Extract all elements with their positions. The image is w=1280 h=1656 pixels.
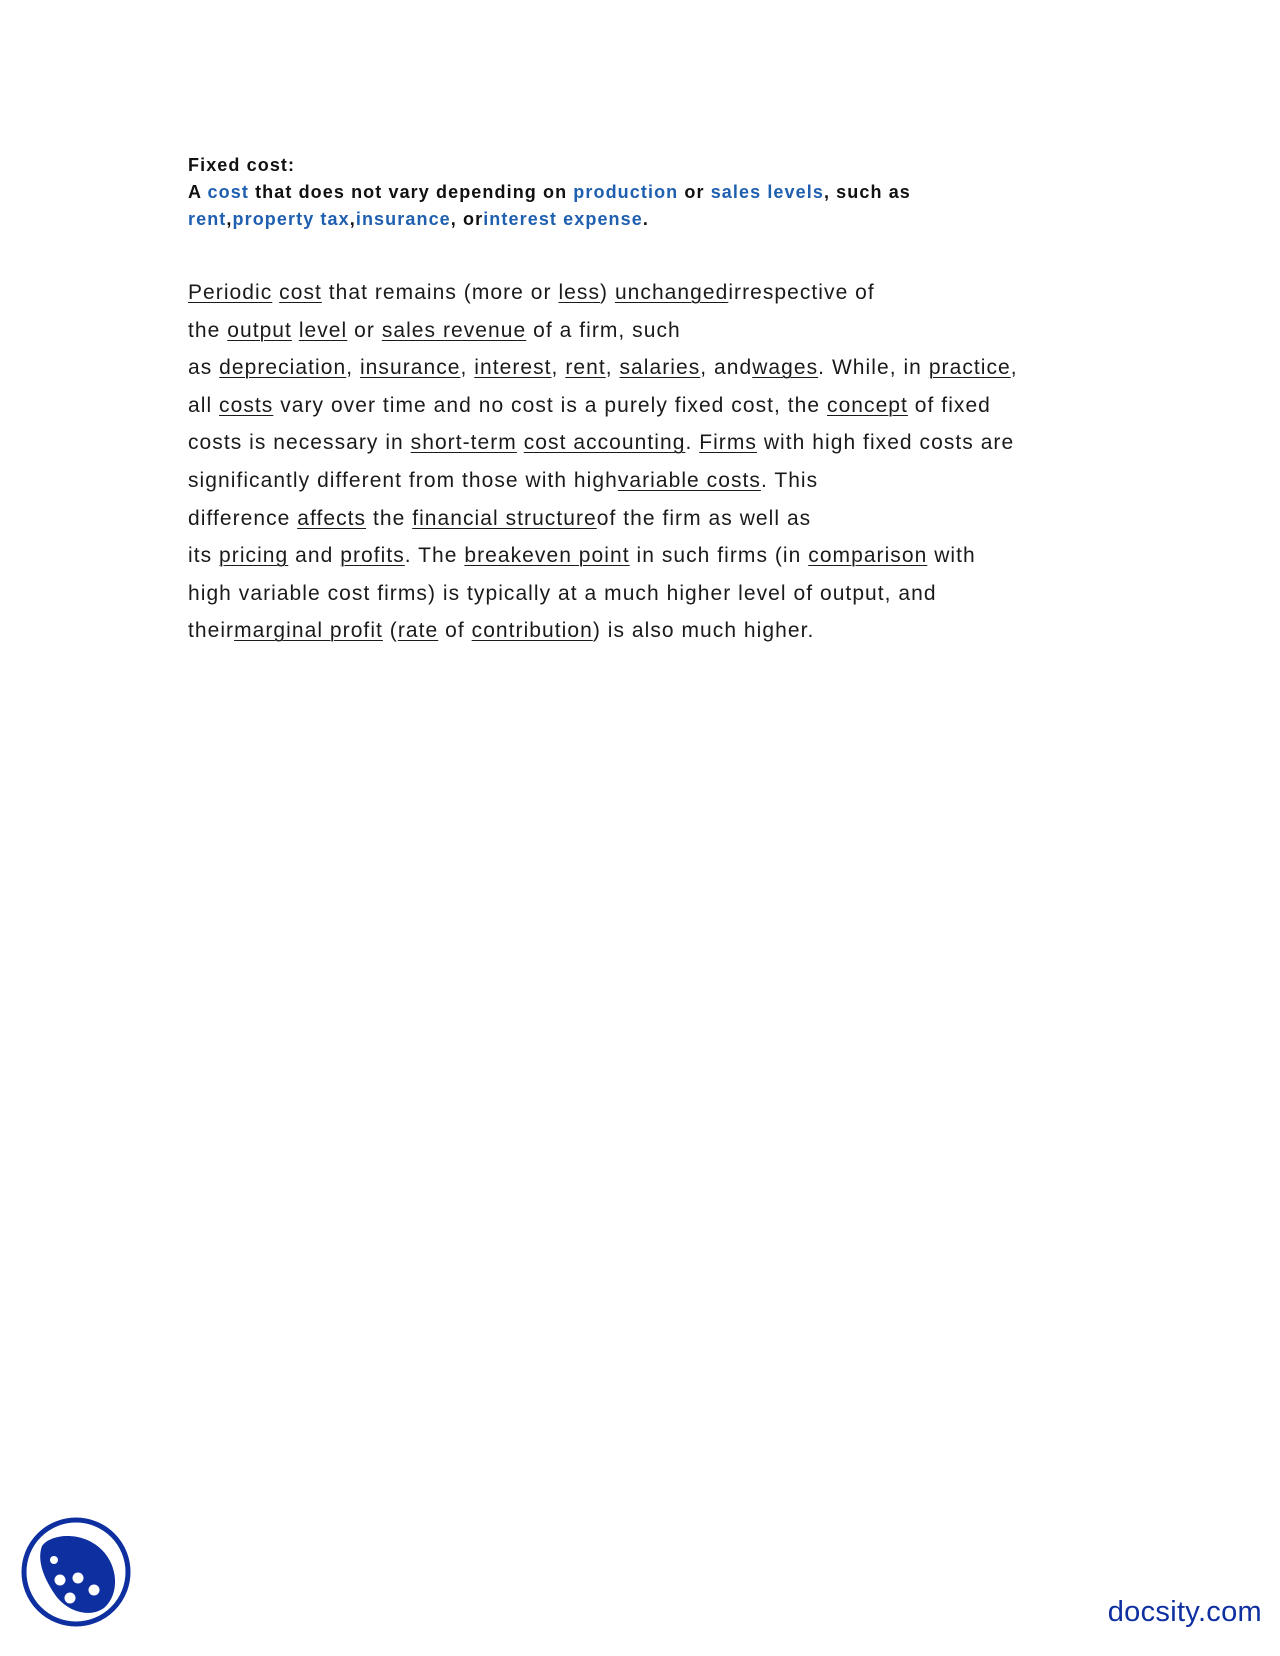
body-text-segment: significantly different from those with high (188, 468, 618, 492)
glossary-link[interactable]: marginal profit (234, 619, 383, 643)
body-text-segment: that remains (more or (321, 281, 559, 304)
body-text-segment: the (188, 318, 228, 342)
body-text-segment: irrespective of (728, 281, 875, 304)
definition-text-segment: , such as (823, 182, 911, 202)
definition-block (188, 152, 1088, 233)
body-text-segment: of the firm as well as (596, 506, 812, 530)
definition-link[interactable]: interest expense (483, 209, 643, 229)
body-line (188, 387, 1118, 425)
body-line (188, 312, 1118, 350)
body-text-segment: in such firms (in (629, 544, 809, 568)
body-text-segment: difference (188, 506, 298, 530)
body-text-segment: as (188, 356, 220, 380)
glossary-link[interactable]: concept (827, 393, 908, 417)
definition-text-segment: A (188, 182, 208, 202)
glossary-link[interactable]: level (298, 318, 348, 342)
body-text-segment: its (188, 544, 220, 568)
glossary-link[interactable]: variable costs (617, 468, 761, 492)
body-text-segment: vary over time and no cost is a purely fixed cost, the (273, 393, 828, 417)
docsity-brand-link[interactable]: docsity.com (1107, 1596, 1262, 1628)
body-text-segment (517, 431, 524, 454)
body-line (188, 274, 1118, 312)
glossary-link[interactable]: salaries (619, 356, 701, 380)
glossary-link[interactable]: cost accounting (523, 431, 686, 455)
body-text-segment: the (366, 506, 413, 530)
glossary-link[interactable]: pricing (219, 544, 289, 568)
definition-link[interactable]: production (573, 182, 679, 202)
glossary-link[interactable]: affects (297, 506, 367, 530)
glossary-link[interactable]: unchanged (614, 281, 729, 304)
definition-text-segment: , (349, 209, 356, 229)
body-text-segment: high variable cost firms) is typically at a much higher level of output, and (188, 581, 937, 605)
glossary-link[interactable]: interest (474, 356, 552, 380)
body-text-segment: , (460, 356, 475, 380)
body-line (188, 349, 1118, 387)
body-text-segment: . This (760, 468, 819, 492)
glossary-link[interactable]: wages (752, 356, 819, 380)
docsity-logo-icon[interactable] (20, 1516, 132, 1628)
body-text-segment: , (605, 356, 620, 380)
body-text-segment: of a firm, such (526, 318, 681, 342)
definition-link[interactable]: insurance (355, 209, 451, 229)
glossary-link[interactable]: profits (340, 544, 405, 568)
definition-heading: Fixed cost: (188, 155, 296, 175)
body-text-segment: ) (600, 281, 615, 304)
definition-text (188, 182, 911, 229)
body-text-segment: . The (404, 544, 465, 568)
glossary-link[interactable]: less (558, 281, 600, 304)
glossary-link[interactable]: insurance (359, 356, 461, 380)
body-line (188, 424, 1118, 462)
definition-text-segment: or (678, 182, 711, 202)
body-text-segment: all (188, 393, 220, 417)
definition-text-segment: that does not vary depending on (248, 182, 574, 202)
definition-text-segment: . (642, 209, 649, 229)
body-text-segment: . While, in (818, 356, 929, 380)
definition-link[interactable]: rent (188, 209, 227, 229)
glossary-link[interactable]: breakeven point (464, 544, 630, 568)
body-text-segment: , (346, 356, 360, 380)
definition-text-segment: , or (450, 209, 484, 229)
body-line (188, 575, 1118, 613)
body-text-segment: ) is also much higher. (592, 619, 815, 643)
glossary-link[interactable]: practice (928, 356, 1011, 380)
glossary-link[interactable]: rate (397, 619, 439, 643)
definition-link[interactable]: property tax (232, 209, 350, 229)
glossary-link[interactable]: short-term (410, 431, 517, 455)
glossary-link[interactable]: costs (219, 393, 274, 417)
body-text-segment: of (438, 619, 472, 643)
glossary-link[interactable]: depreciation (219, 356, 347, 380)
body-text-segment: costs is necessary in (188, 431, 411, 455)
body-paragraph (188, 274, 1118, 650)
body-text-segment: of fixed (907, 393, 991, 417)
body-text-segment: and (288, 544, 341, 568)
glossary-link[interactable]: cost (279, 281, 322, 304)
body-text-segment: with high fixed costs are (756, 431, 1015, 455)
body-text-segment: or (347, 318, 382, 342)
definition-link[interactable]: sales levels (710, 182, 824, 202)
body-line (188, 537, 1118, 575)
body-text-segment (292, 319, 299, 342)
body-line (188, 500, 1118, 538)
body-line (188, 462, 1118, 500)
glossary-link[interactable]: output (227, 318, 292, 342)
glossary-link[interactable]: contribution (471, 619, 593, 643)
body-text-segment: . (685, 431, 700, 455)
definition-text-segment: , (226, 209, 233, 229)
body-text-segment: , (551, 356, 566, 380)
glossary-link[interactable]: Firms (699, 431, 757, 455)
definition-link[interactable]: cost (207, 182, 249, 202)
glossary-link[interactable]: comparison (808, 544, 928, 568)
body-text-segment: , (1010, 356, 1018, 380)
glossary-link[interactable]: rent (565, 356, 606, 380)
body-text-segment: their (188, 619, 235, 643)
body-line (188, 612, 1118, 650)
body-text-segment: ( (382, 619, 398, 643)
body-text-segment: with (927, 544, 976, 568)
glossary-link[interactable]: financial structure (412, 506, 597, 530)
glossary-link[interactable]: sales revenue (381, 318, 527, 342)
body-text-segment: , and (700, 356, 753, 380)
glossary-link[interactable]: Periodic (188, 281, 273, 304)
